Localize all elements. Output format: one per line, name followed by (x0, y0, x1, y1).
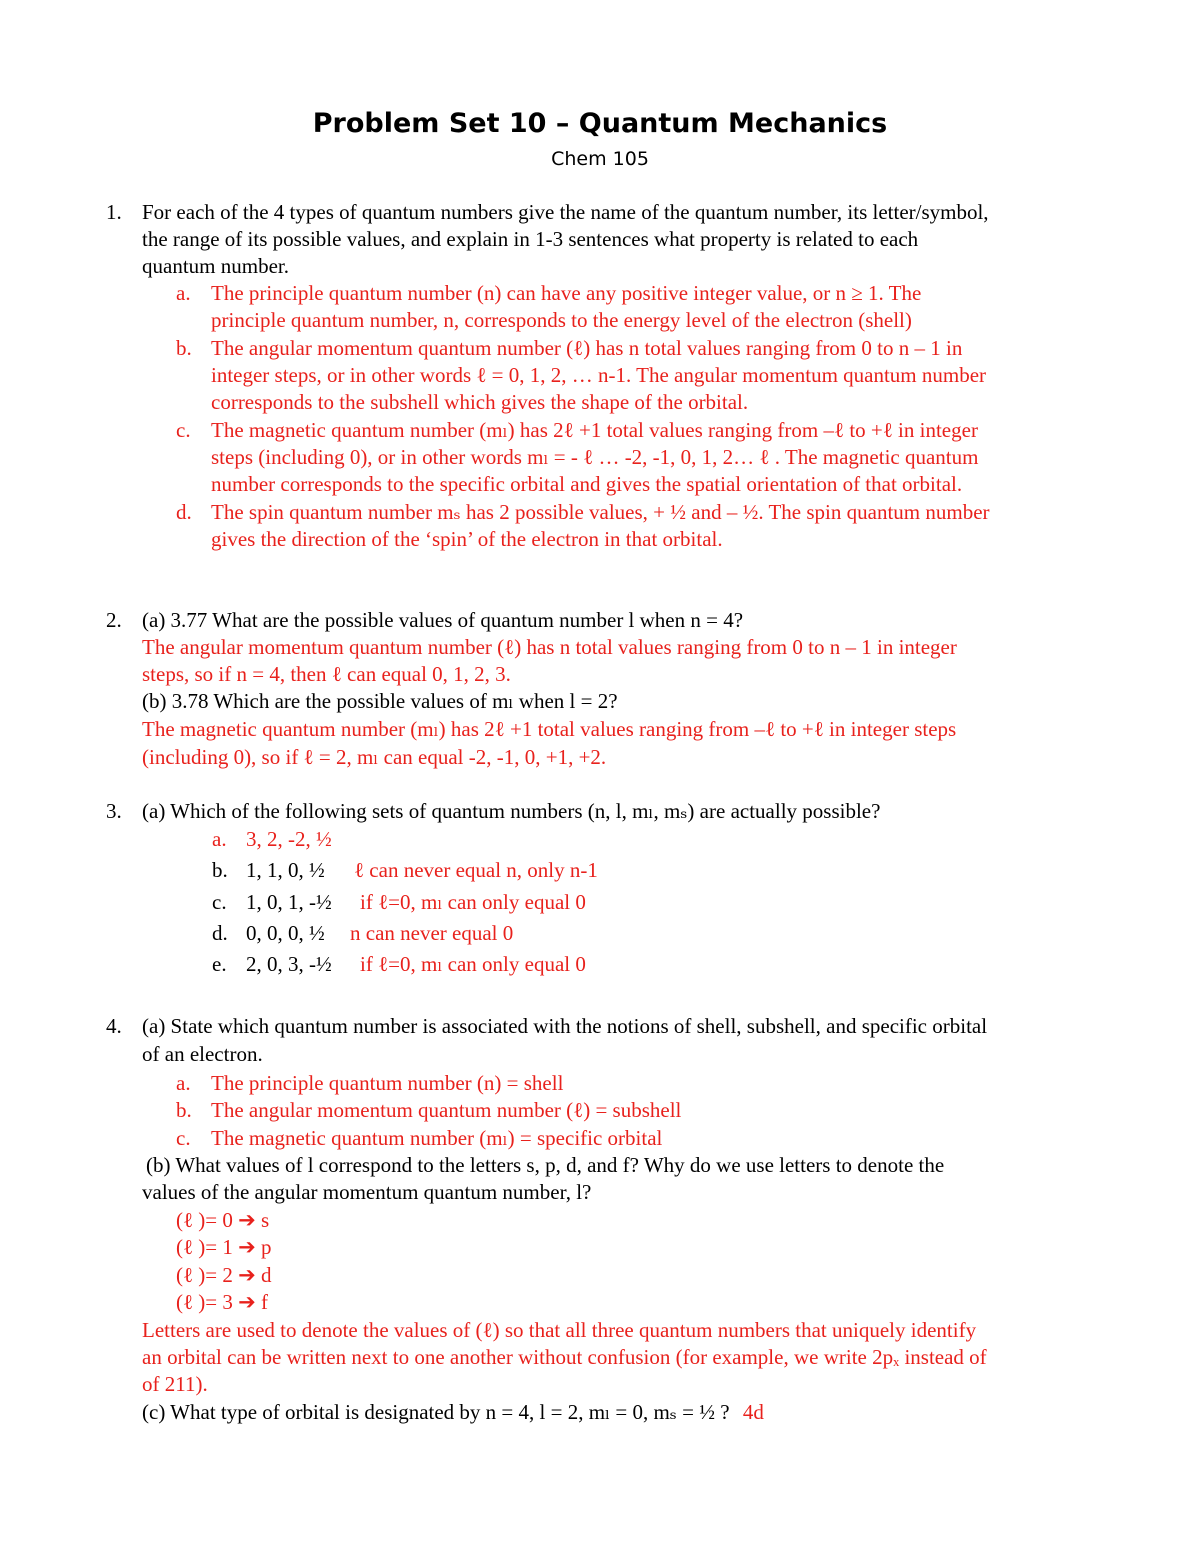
q2b-answer-line: (including 0), so if ℓ = 2, mₗ can equal -2, -1, 0, +1, +2. (142, 745, 607, 769)
q3-item-letter: e. (212, 952, 227, 976)
q3-item-letter: d. (212, 921, 228, 945)
q4a-question-line: of an electron. (142, 1042, 263, 1066)
q1-answer-line: integer steps, or in other words ℓ = 0, 1, 2, … n-1. The angular momentum quantum number (211, 363, 987, 387)
q4b-answer-line: an orbital can be written next to one another without confusion (for example, we write 2pₓ instead of (142, 1345, 987, 1369)
q1-text-line: For each of the 4 types of quantum numbers give the name of the quantum number, its letter/symbol, (142, 200, 989, 224)
q4b-question-line: (b) What values of l correspond to the letters s, p, d, and f? Why do we use letters to denote the (146, 1153, 945, 1177)
q1-text-line: the range of its possible values, and explain in 1-3 sentences what property is related to each (142, 227, 919, 251)
q3-item-values: 3, 2, -2, ½ (246, 827, 332, 851)
q3-item-values: 1, 0, 1, -½ (246, 890, 332, 914)
page-subtitle: Chem 105 (551, 148, 649, 170)
q1-answer-line: steps (including 0), or in other words mₗ = - ℓ … -2, -1, 0, 1, 2… ℓ . The magnetic quantum (211, 445, 979, 469)
q3-item-values: 2, 0, 3, -½ (246, 952, 332, 976)
q1-text-line: quantum number. (142, 254, 289, 278)
q4a-answer-letter: c. (176, 1126, 191, 1150)
q3-item-note: if ℓ=0, mₗ can only equal 0 (360, 952, 586, 976)
q4b-answer-line: Letters are used to denote the values of (ℓ) so that all three quantum numbers that uniquely identify (142, 1318, 977, 1342)
q1-answer-line: number corresponds to the specific orbital and gives the spatial orientation of that orbital. (211, 472, 963, 496)
q3-number: 3. (106, 799, 122, 823)
right-arrow-icon: ➔ (238, 1290, 256, 1314)
l-value: (ℓ )= 1 (176, 1235, 233, 1259)
q2-number: 2. (106, 608, 122, 632)
q4b-mapping-row (176, 1289, 268, 1316)
q1-answer-letter: d. (176, 500, 192, 524)
q3-item-note: if ℓ=0, mₗ can only equal 0 (360, 890, 586, 914)
q1-answer-letter: b. (176, 336, 192, 360)
q4a-answer: The principle quantum number (n) = shell (211, 1071, 564, 1095)
q1-answer-line: The magnetic quantum number (mₗ) has 2ℓ +1 total values ranging from –ℓ to +ℓ in integer (211, 418, 978, 442)
page-title: Problem Set 10 – Quantum Mechanics (312, 108, 888, 139)
q1-answer-line: principle quantum number, n, corresponds to the energy level of the electron (shell) (211, 308, 912, 332)
q2b-question: (b) 3.78 Which are the possible values of mₗ when l = 2? (142, 689, 618, 713)
q1-answer-line: The angular momentum quantum number (ℓ) has n total values ranging from 0 to n – 1 in (211, 336, 963, 360)
q3-item-letter: a. (212, 827, 227, 851)
q2b-answer-line: The magnetic quantum number (mₗ) has 2ℓ +1 total values ranging from –ℓ to +ℓ in integer steps (142, 717, 957, 741)
q4a-answer: The angular momentum quantum number (ℓ) = subshell (211, 1098, 682, 1122)
q1-answer-line: The spin quantum number mₛ has 2 possible values, + ½ and – ½. The spin quantum number (211, 500, 990, 524)
q3-item-note: ℓ can never equal n, only n-1 (354, 858, 598, 882)
q4a-question-line: (a) State which quantum number is associated with the notions of shell, subshell, and specific orbital (142, 1014, 988, 1038)
l-value: (ℓ )= 0 (176, 1208, 233, 1232)
right-arrow-icon: ➔ (238, 1263, 256, 1287)
q4b-mapping-row (176, 1207, 269, 1234)
q3-question: (a) Which of the following sets of quantum numbers (n, l, mₗ, mₛ) are actually possible? (142, 799, 881, 823)
q1-number: 1. (106, 200, 122, 224)
q1-answer-line: The principle quantum number (n) can have any positive integer value, or n ≥ 1. The (211, 281, 922, 305)
orbital-letter: f (261, 1290, 268, 1314)
q4c-answer: 4d (742, 1400, 764, 1424)
q2a-question: (a) 3.77 What are the possible values of quantum number l when n = 4? (142, 608, 744, 632)
right-arrow-icon: ➔ (238, 1208, 256, 1232)
q2a-answer-line: steps, so if n = 4, then ℓ can equal 0, 1, 2, 3. (142, 662, 511, 686)
q1-answer-letter: a. (176, 281, 191, 305)
q1-answer-letter: c. (176, 418, 191, 442)
q4b-mapping-row (176, 1234, 272, 1261)
q4b-answer-line: of 211). (142, 1372, 208, 1396)
q3-item-values: 0, 0, 0, ½ (246, 921, 325, 945)
q1-answer-line: gives the direction of the ‘spin’ of the electron in that orbital. (211, 527, 723, 551)
q3-item-letter: c. (212, 890, 227, 914)
q4c-question: (c) What type of orbital is designated by n = 4, l = 2, mₗ = 0, mₛ = ½ ? (142, 1400, 730, 1424)
q3-item-letter: b. (212, 858, 228, 882)
orbital-letter: d (261, 1263, 272, 1287)
q2a-answer-line: The angular momentum quantum number (ℓ) has n total values ranging from 0 to n – 1 in integer (142, 635, 957, 659)
q4b-question-line: values of the angular momentum quantum number, l? (142, 1180, 592, 1204)
l-value: (ℓ )= 2 (176, 1263, 233, 1287)
q1-answer-line: corresponds to the subshell which gives the shape of the orbital. (211, 390, 749, 414)
q4-number: 4. (106, 1014, 122, 1038)
orbital-letter: p (261, 1235, 272, 1259)
q4a-answer-letter: a. (176, 1071, 191, 1095)
q3-item-values: 1, 1, 0, ½ (246, 858, 325, 882)
q4b-mapping-row (176, 1262, 272, 1289)
q4a-answer: The magnetic quantum number (mₗ) = specific orbital (211, 1126, 663, 1150)
q3-item-note: n can never equal 0 (350, 921, 514, 945)
right-arrow-icon: ➔ (238, 1235, 256, 1259)
q4a-answer-letter: b. (176, 1098, 192, 1122)
q4c-question-line (142, 1399, 764, 1426)
orbital-letter: s (261, 1208, 270, 1232)
l-value: (ℓ )= 3 (176, 1290, 233, 1314)
